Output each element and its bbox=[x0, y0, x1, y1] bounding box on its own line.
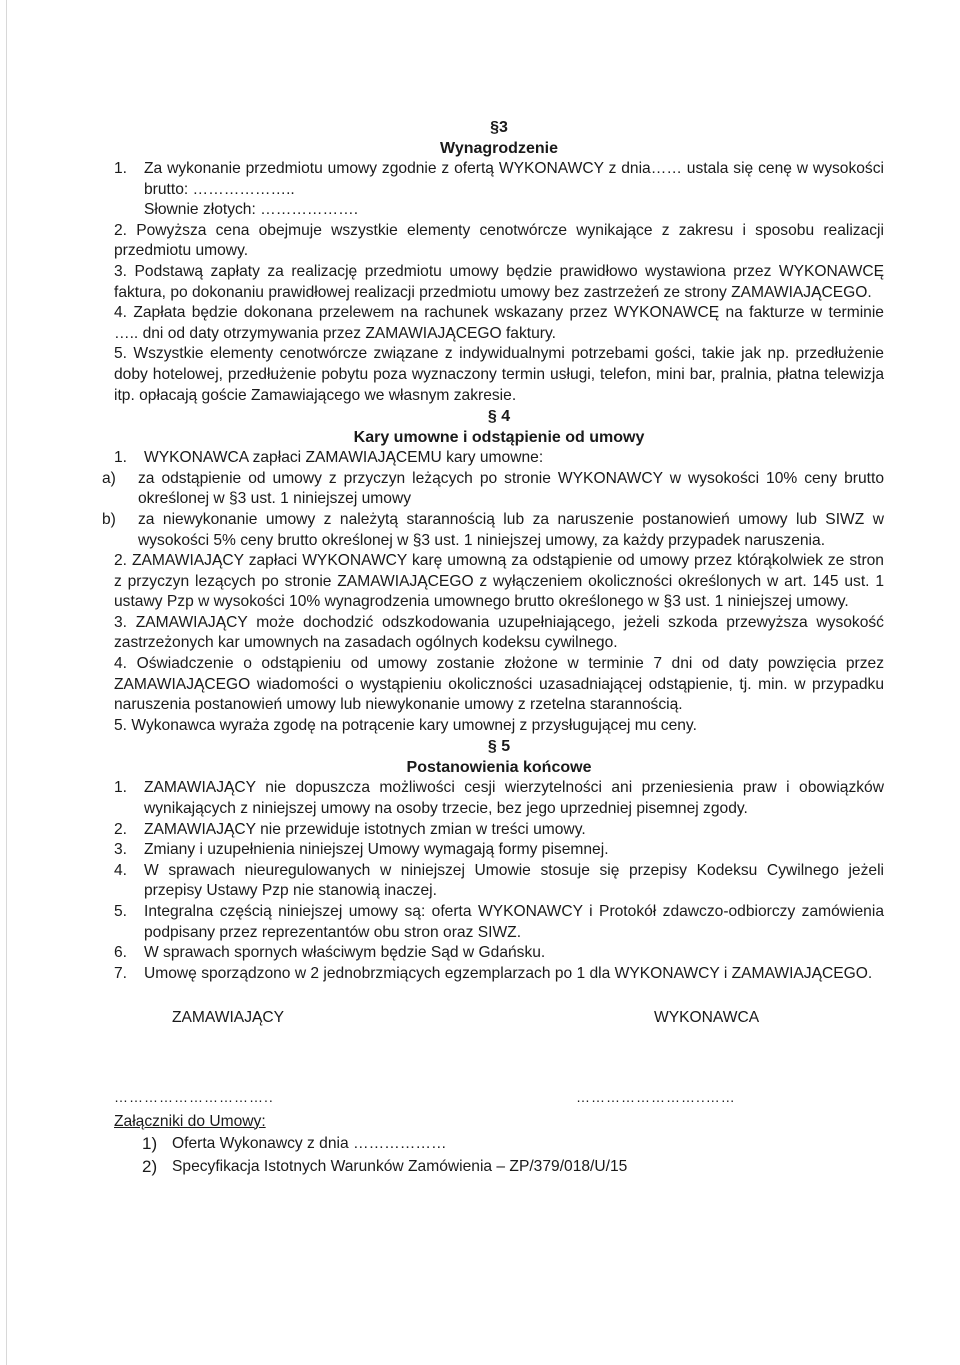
item-number bbox=[114, 200, 144, 221]
section-4-marker: § 4 bbox=[487, 408, 511, 426]
attachments-title: Załączniki do Umowy: bbox=[114, 1112, 266, 1130]
s4-subitem-b bbox=[102, 510, 884, 551]
s3-item-2 bbox=[114, 221, 884, 262]
item-text: Zapłata będzie dokonana przelewem na rachunek wskazany przez WYKONAWCĘ na fakturze w terminie ….. dni od daty otrzymywania przez ZAMAWIAJĄCEGO faktury. bbox=[114, 304, 884, 342]
subitem-letter: b) bbox=[102, 510, 116, 528]
item-number: 5. bbox=[114, 716, 128, 734]
s4-subitem-a bbox=[102, 469, 884, 510]
s5-item-7 bbox=[114, 964, 884, 985]
section-3-title: Wynagrodzenie bbox=[440, 140, 558, 157]
item-number: 4. bbox=[114, 304, 128, 322]
s4-item-1 bbox=[114, 448, 884, 469]
s4-item-4 bbox=[114, 654, 884, 716]
item-text: Oświadczenie o odstąpieniu od umowy zostanie złożone w terminie 7 dni od daty powzięcia przez ZAMAWIAJĄCEGO wiadomości o wystąpieniu okoliczności uzasadniającej odstąpienie, tj. min. w przypadku naruszenia postanowień umowy lub niewykonanie umowy z rzetelna starannością. bbox=[114, 655, 884, 714]
scan-edge-line bbox=[6, 0, 7, 1365]
s5-item-5 bbox=[114, 902, 884, 943]
item-text: Wykonawca wyraża zgodę na potrącenie kary umownej z przysługującej mu ceny. bbox=[131, 716, 697, 734]
item-text: Podstawą zapłaty za realizację przedmiotu umowy będzie prawidłowo wystawiona przez WYKONAWCĘ faktura, po dokonaniu prawidłowej realizacji przedmiotu umowy bez zastrzeżeń ze strony ZAMAWIAJĄCEGO. bbox=[114, 262, 884, 301]
item-text: Wszystkie elementy cenotwórcze związane z indywidualnymi potrzebami gości, takie jak np. przedłużenie doby hotelowej, przedłużenie pobytu poza wyznaczony termin usługi, telefon, mini bar, pralnia, płatna telewizja itp. opłacają goście Zamawiającego we własnym zakresie. bbox=[114, 345, 884, 404]
signature-label-contractor: WYKONAWCA bbox=[654, 1009, 760, 1027]
s5-item-1 bbox=[114, 778, 884, 819]
item-text: Za wykonanie przedmiotu umowy zgodnie z ofertą WYKONAWCY z dnia…… ustala się cenę w wysokości brutto: ……………….. bbox=[144, 160, 884, 198]
attachment-item bbox=[142, 1155, 884, 1178]
signature-line-contractor: ……………………..…… bbox=[576, 1088, 736, 1105]
s5-item-2 bbox=[114, 820, 884, 841]
item-number: 5. bbox=[114, 345, 128, 363]
s4-item-5 bbox=[114, 716, 884, 737]
attachment-item bbox=[142, 1132, 884, 1155]
subitem-letter: a) bbox=[102, 469, 116, 487]
item-text: Zmiany i uzupełnienia niniejszej Umowy wymagają formy pisemnej. bbox=[144, 841, 609, 859]
s5-item-6 bbox=[114, 943, 884, 964]
subitem-text: za niewykonanie umowy z należytą starannością lub za naruszenie postanowień umowy lub SIWZ w wysokości 5% ceny brutto określonej w §3 ust. 1 niniejszej umowy, za każdy przypadek naruszenia. bbox=[138, 510, 884, 549]
s3-item-1 bbox=[114, 159, 884, 200]
section-3-marker: §3 bbox=[490, 119, 508, 136]
item-number: 3. bbox=[114, 841, 128, 859]
item-number: 7. bbox=[114, 964, 128, 982]
item-text: Integralna częścią niniejszej umowy są: oferta WYKONAWCY i Protokół zdawczo-odbiorczy zamówienia podpisany przez reprezentantów obu stron oraz SIWZ. bbox=[144, 903, 884, 941]
s3-item-5 bbox=[114, 344, 884, 406]
item-text: W sprawach spornych właściwym będzie Sąd w Gdańsku. bbox=[144, 944, 546, 962]
signature-label-client: ZAMAWIAJĄCY bbox=[172, 1009, 285, 1027]
signature-labels bbox=[114, 1008, 884, 1029]
s5-item-3 bbox=[114, 840, 884, 861]
attachment-text: Oferta Wykonawcy z dnia ……………… bbox=[172, 1135, 447, 1153]
s3-item-4 bbox=[114, 303, 884, 344]
contract-text bbox=[102, 117, 884, 1178]
item-text: WYKONAWCA zapłaci ZAMAWIAJĄCEMU kary umowne: bbox=[144, 449, 544, 467]
item-number: 1. bbox=[114, 449, 128, 467]
item-number: 4. bbox=[114, 861, 128, 879]
s3-item-3 bbox=[114, 262, 884, 303]
item-number: 1. bbox=[114, 160, 128, 177]
item-number: 4. bbox=[114, 655, 128, 673]
item-number: 3. bbox=[114, 613, 128, 631]
item-text: Słownie złotych: ………………. bbox=[144, 201, 359, 219]
section-4-title: Kary umowne i odstąpienie od umowy bbox=[353, 429, 645, 447]
item-number: 2. bbox=[114, 221, 128, 239]
attachment-number: 1) bbox=[142, 1134, 158, 1154]
subitem-text: za odstąpienie od umowy z przyczyn leżących po stronie WYKONAWCY w wysokości 10% ceny brutto określonej w §3 ust. 1 niniejszej umowy bbox=[138, 469, 884, 508]
signature-lines bbox=[114, 1087, 884, 1108]
item-text: Umowę sporządzono w 2 jednobrzmiących egzemplarzach po 1 dla WYKONAWCY i ZAMAWIAJĄCEGO. bbox=[144, 964, 873, 982]
item-text: ZAMAWIAJĄCY zapłaci WYKONAWCY karę umowną za odstąpienie od umowy przez którąkolwiek ze stron z przyczyn lezących po stronie ZAMAWIAJĄCEGO z wyłączeniem okoliczności określonych w art. 145 ust. 1 ustawy Pzp w wysokości 10% wynagrodzenia umownego brutto określonego w §3 ust. 1 niniejszej umowy. bbox=[114, 552, 884, 611]
item-text: ZAMAWIAJĄCY nie przewiduje istotnych zmian w treści umowy. bbox=[144, 820, 586, 838]
item-text: ZAMAWIAJĄCY nie dopuszcza możliwości cesji wierzytelności ani przeniesienia praw i obowiązków wynikających z niniejszej umowy na osoby trzecie, bez jego uprzedniej pisemnej zgody. bbox=[144, 779, 884, 818]
item-number: 6. bbox=[114, 944, 128, 962]
item-number: 3. bbox=[114, 262, 128, 280]
item-text: W sprawach nieuregulowanych w niniejszej Umowie stosuje się przepisy Kodeksu Cywilnego jeżeli przepisy Ustawy Pzp nie stanowią inaczej. bbox=[144, 861, 884, 900]
signature-line-client: ………………………….. bbox=[114, 1088, 274, 1105]
section-5-marker: § 5 bbox=[487, 738, 511, 756]
item-number: 1. bbox=[114, 779, 128, 797]
s5-item-4 bbox=[114, 861, 884, 902]
attachment-text: Specyfikacja Istotnych Warunków Zamówienia – ZP/379/018/U/15 bbox=[172, 1158, 628, 1176]
s4-item-3 bbox=[114, 613, 884, 654]
attachment-number: 2) bbox=[142, 1157, 158, 1177]
s3-item-1-words bbox=[114, 200, 884, 221]
s4-item-2 bbox=[114, 551, 884, 613]
item-number: 5. bbox=[114, 903, 128, 920]
attachments-list bbox=[142, 1132, 884, 1178]
item-number: 2. bbox=[114, 552, 128, 570]
item-text: Powyższa cena obejmuje wszystkie elementy cenotwórcze wynikające z zakresu i sposobu realizacji przedmiotu umowy. bbox=[114, 221, 884, 260]
item-text: ZAMAWIAJĄCY może dochodzić odszkodowania uzupełniającego, jeżeli szkoda przewyższa wysokość zastrzeżonych kar umownych na zasadach ogólnych kodeksu cywilnego. bbox=[114, 613, 884, 652]
section-5-title: Postanowienia końcowe bbox=[406, 759, 592, 777]
item-number: 2. bbox=[114, 820, 128, 838]
